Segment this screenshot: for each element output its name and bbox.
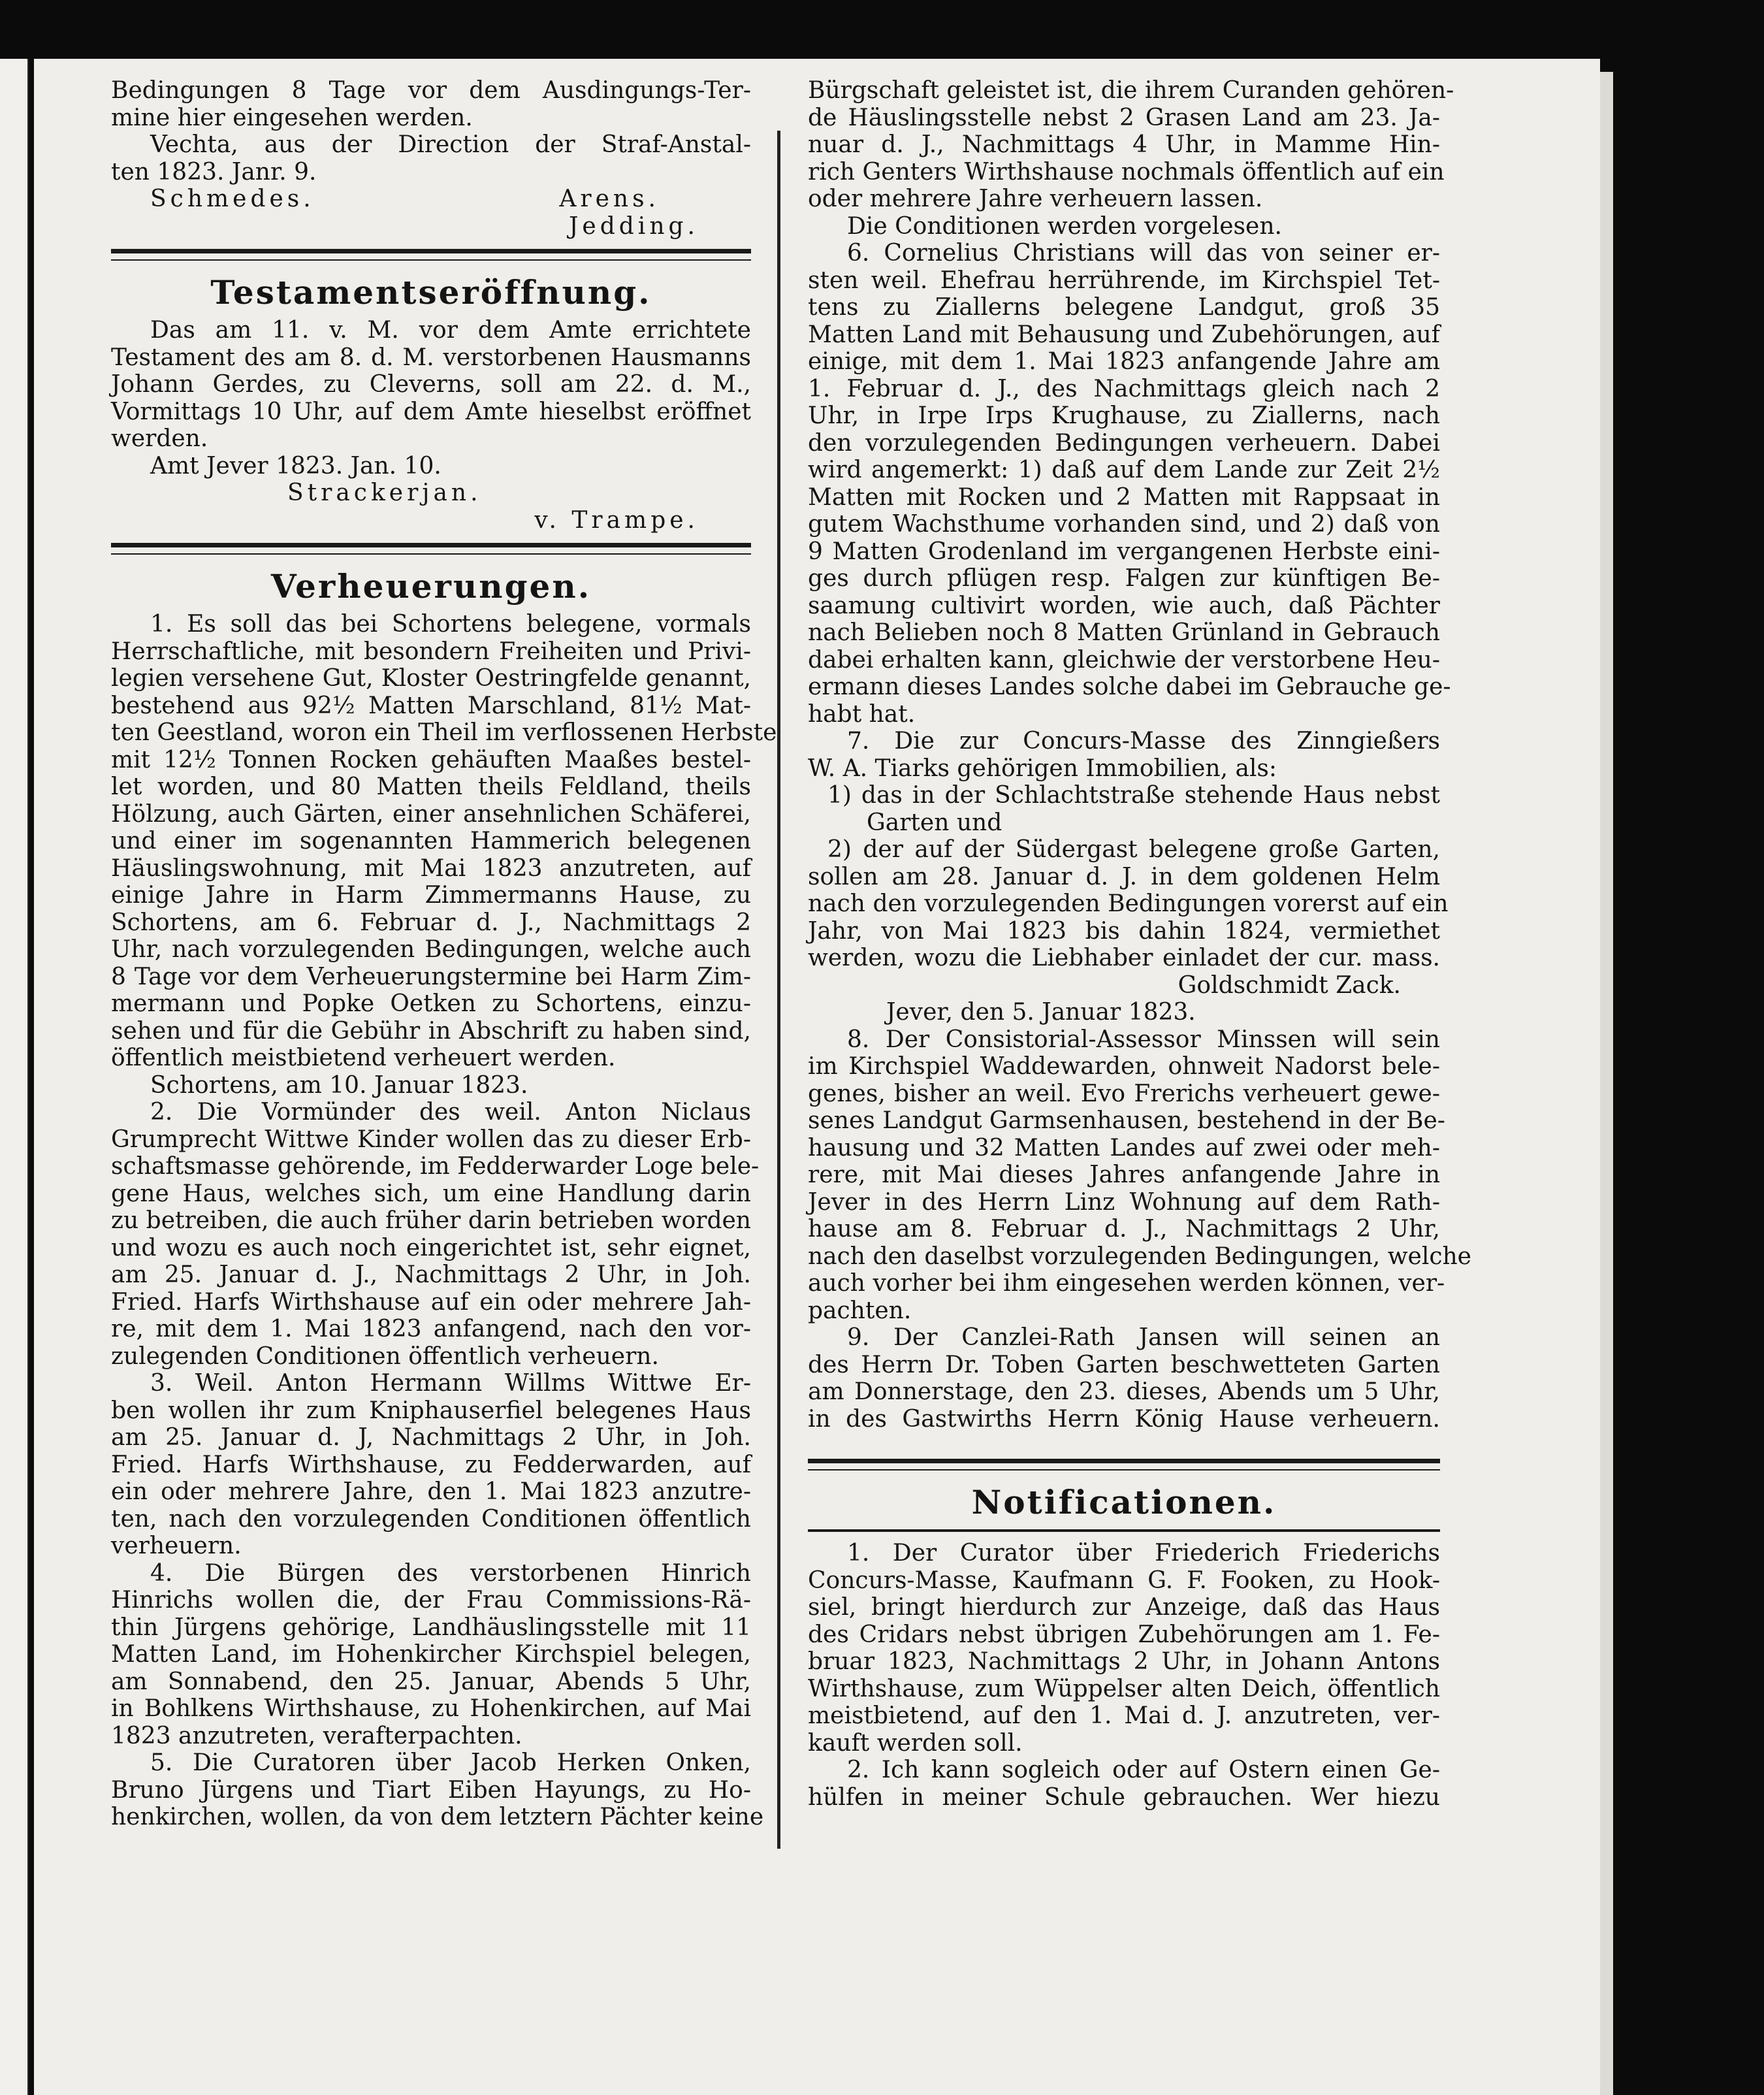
text-line: de Häuslingsstelle nebst 2 Grasen Land am 23. Ja- bbox=[808, 104, 1440, 131]
text-line: des Herrn Dr. Toben Garten beschwetteten Garten bbox=[808, 1351, 1440, 1378]
text-line: am 25. Januar d. J, Nachmittags 2 Uhr, in Joh. bbox=[111, 1424, 751, 1451]
text-line: 6. Cornelius Christians will das von seiner er- bbox=[847, 240, 1440, 267]
text-line: Matten Land mit Behausung und Zubehörungen, auf bbox=[808, 321, 1440, 348]
text-line: bestehend aus 92½ Matten Marschland, 81½ Mat- bbox=[111, 692, 751, 719]
text-line: senes Landgut Garmsenhausen, bestehend in der Be- bbox=[808, 1107, 1445, 1134]
text-line: bruar 1823, Nachmittags 2 Uhr, in Johann Antons bbox=[808, 1648, 1440, 1675]
text-line: dabei erhalten kann, gleichwie der verstorbene Heu- bbox=[808, 646, 1440, 674]
text-line: Jever in des Herrn Linz Wohnung auf dem Rath- bbox=[808, 1188, 1440, 1216]
text-line: den vorzulegenden Bedingungen verheuern. Dabei bbox=[808, 429, 1440, 457]
text-line: kauft werden soll. bbox=[808, 1729, 1023, 1757]
text-line: rere, mit Mai dieses Jahres anfangende Jahre in bbox=[808, 1161, 1440, 1188]
text-line: am 25. Januar d. J., Nachmittags 2 Uhr, in Joh. bbox=[111, 1261, 751, 1288]
text-line: des Cridars nebst übrigen Zubehörungen am 1. Fe- bbox=[808, 1621, 1440, 1648]
text-line: gene Haus, welches sich, um eine Handlung darin bbox=[111, 1180, 751, 1207]
text-line: meistbietend, auf den 1. Mai d. J. anzutreten, ver- bbox=[808, 1702, 1440, 1729]
text-line: 1. Februar d. J., des Nachmittags gleich nach 2 bbox=[808, 375, 1440, 402]
text-line: 1. Der Curator über Friederich Friederichs bbox=[847, 1540, 1440, 1567]
text-line: gutem Wachsthume vorhanden sind, und 2) daß von bbox=[808, 511, 1440, 538]
text-line: am Donnerstage, den 23. dieses, Abends um 5 Uhr, bbox=[808, 1378, 1440, 1405]
text-line: Jahr, von Mai 1823 bis dahin 1824, vermiethet bbox=[808, 917, 1440, 945]
text-line: pachten. bbox=[808, 1297, 912, 1324]
text-line: Herrschaftliche, mit besondern Freiheiten und Privi- bbox=[111, 638, 751, 665]
text-line: in des Gastwirths Herrn König Hause verheuern. bbox=[808, 1405, 1440, 1433]
text-line: einige, mit dem 1. Mai 1823 anfangende Jahre am bbox=[808, 348, 1440, 375]
signature-line bbox=[111, 186, 751, 213]
text-line: 1823 anzutreten, verafterpachten. bbox=[111, 1722, 522, 1749]
right-column bbox=[808, 77, 1471, 1811]
text-line: Bürgschaft geleistet ist, die ihrem Curanden gehören- bbox=[808, 77, 1454, 104]
text-line: Bedingungen 8 Tage vor dem Ausdingungs-Ter- bbox=[111, 77, 751, 104]
text-line: werden, wozu die Liebhaber einladet der cur. mass. bbox=[808, 945, 1440, 971]
text-line: siel, bringt hierdurch zur Anzeige, daß das Haus bbox=[808, 1594, 1440, 1621]
text-line: 3. Weil. Anton Hermann Willms Wittwe Er- bbox=[150, 1370, 751, 1397]
text-line: Uhr, in Irpe Irps Krughause, zu Ziallerns, nach bbox=[808, 402, 1440, 429]
text-line: henkirchen, wollen, da von dem letztern Pächter keine bbox=[111, 1804, 764, 1830]
text-line: schaftsmasse gehörende, im Fedderwarder Loge bele- bbox=[111, 1153, 760, 1180]
text-line: zulegenden Conditionen öffentlich verheuern. bbox=[111, 1342, 659, 1370]
section-heading-verheuerungen: Verheuerungen. bbox=[270, 567, 592, 606]
text-line: Grumprecht Wittwe Kinder wollen das zu dieser Erb- bbox=[111, 1126, 751, 1153]
text-line: am Sonnabend, den 25. Januar, Abends 5 Uhr, bbox=[111, 1668, 751, 1695]
text-line: Häuslingswohnung, mit Mai 1823 anzutreten, auf bbox=[111, 854, 751, 882]
text-line: mine hier eingesehen werden. bbox=[111, 104, 473, 131]
text-line: auch vorher bei ihm eingesehen werden können, ver- bbox=[808, 1270, 1445, 1297]
text-line: 9. Der Canzlei-Rath Jansen will seinen an bbox=[847, 1324, 1440, 1351]
text-line: öffentlich meistbietend verheuert werden. bbox=[111, 1045, 616, 1071]
signature-trampe: v. Trampe. bbox=[534, 506, 699, 534]
text-line: verheuern. bbox=[111, 1533, 242, 1559]
text-line: Die Conditionen werden vorgelesen. bbox=[847, 212, 1282, 240]
section-rule bbox=[808, 1459, 1440, 1470]
text-line: thin Jürgens gehörige, Landhäuslingsstelle mit 11 bbox=[111, 1614, 751, 1641]
text-line: werden. bbox=[111, 425, 208, 452]
text-line: sten weil. Ehefrau herrührende, im Kirchspiel Tet- bbox=[808, 267, 1440, 294]
text-line: genes, bisher an weil. Evo Frerichs verheuert gewe- bbox=[808, 1080, 1440, 1107]
text-line: re, mit dem 1. Mai 1823 anfangend, nach den vor- bbox=[111, 1316, 751, 1342]
text-line: Testament des am 8. d. M. verstorbenen Hausmanns bbox=[111, 344, 751, 371]
text-line: oder mehrere Jahre verheuern lassen. bbox=[808, 186, 1263, 212]
text-line: hausung und 32 Matten Landes auf zwei oder meh- bbox=[808, 1134, 1440, 1161]
signature-schmedes: Schmedes. bbox=[150, 186, 315, 212]
text-line: ben wollen ihr zum Kniphauserfiel belegenes Haus bbox=[111, 1397, 751, 1424]
text-line: Schortens, am 10. Januar 1823. bbox=[150, 1071, 528, 1099]
text-line: in Bohlkens Wirthshause, zu Hohenkirchen, auf Mai bbox=[111, 1695, 751, 1722]
text-line: zu betreiben, die auch früher darin betrieben worden bbox=[111, 1207, 751, 1234]
text-line: Fried. Harfs Wirthshause, zu Fedderwarden, auf bbox=[111, 1451, 751, 1478]
text-line: Vechta, aus der Direction der Straf-Anstal- bbox=[150, 131, 751, 158]
text-line: ges durch pflügen resp. Falgen zur künftigen Be- bbox=[808, 565, 1440, 592]
text-line: Wirthshause, zum Wüppelser alten Deich, öffentlich bbox=[808, 1675, 1440, 1702]
text-line: im Kirchspiel Waddewarden, ohnweit Nadorst bele- bbox=[808, 1053, 1440, 1080]
text-line: Amt Jever 1823. Jan. 10. bbox=[150, 452, 441, 479]
text-line: Schortens, am 6. Februar d. J., Nachmittags 2 bbox=[111, 909, 751, 936]
text-line: 7. Die zur Concurs-Masse des Zinngießers bbox=[847, 728, 1440, 755]
text-line: 2) der auf der Südergast belegene große Garten, bbox=[827, 836, 1440, 863]
signature-arens: Arens. bbox=[559, 186, 660, 212]
text-line: Matten mit Rocken und 2 Matten mit Rappsaat in bbox=[808, 483, 1440, 511]
text-line: 1. Es soll das bei Schortens belegene, vormals bbox=[150, 611, 751, 638]
text-line: Jever, den 5. Januar 1823. bbox=[886, 999, 1196, 1026]
text-line: Matten Land, im Hohenkircher Kirchspiel belegen, bbox=[111, 1641, 751, 1668]
text-line: und wozu es auch noch eingerichtet ist, sehr eignet, bbox=[111, 1234, 751, 1261]
text-line: Bruno Jürgens und Tiart Eiben Hayungs, zu Ho- bbox=[111, 1776, 751, 1804]
text-line: Uhr, nach vorzulegenden Bedingungen, welche auch bbox=[111, 936, 751, 963]
text-line: Johann Gerdes, zu Cleverns, soll am 22. d. M., bbox=[111, 371, 751, 398]
text-line: Hölzung, auch Gärten, einer ansehnlichen Schäferei, bbox=[111, 800, 751, 828]
text-line: 8 Tage vor dem Verheuerungstermine bei Harm Zim- bbox=[111, 963, 751, 990]
text-line: let worden, und 80 Matten theils Feldland, theils bbox=[111, 773, 751, 800]
text-line: mermann und Popke Oetken zu Schortens, einzu- bbox=[111, 990, 751, 1017]
text-line: nach den daselbst vorzulegenden Bedingungen, welche bbox=[808, 1242, 1471, 1270]
signature-strackerjan: Strackerjan. bbox=[287, 479, 482, 506]
text-line: mit 12½ Tonnen Rocken gehäuften Maaßes bestel- bbox=[111, 746, 751, 773]
column-divider bbox=[777, 131, 780, 1849]
section-heading-testament: Testamentseröffnung. bbox=[210, 273, 652, 312]
text-line: W. A. Tiarks gehörigen Immobilien, als: bbox=[808, 755, 1277, 782]
text-line: habt hat. bbox=[808, 700, 916, 728]
text-line: ten 1823. Janr. 9. bbox=[111, 158, 317, 186]
signature-goldschmidt-zack: Goldschmidt Zack. bbox=[1178, 971, 1401, 999]
text-line: sehen und für die Gebühr in Abschrift zu haben sind, bbox=[111, 1017, 751, 1045]
text-line: saamung cultivirt worden, wie auch, daß Pächter bbox=[808, 592, 1440, 619]
section-rule bbox=[111, 543, 751, 555]
section-heading-notificationen: Notificationen. bbox=[971, 1483, 1277, 1521]
text-line: ten Geestland, woron ein Theil im verflossenen Herbste bbox=[111, 719, 777, 746]
text-line: nuar d. J., Nachmittags 4 Uhr, in Mamme Hin- bbox=[808, 131, 1440, 158]
text-line: sollen am 28. Januar d. J. in dem goldenen Helm bbox=[808, 863, 1440, 890]
text-line: rich Genters Wirthshause nochmals öffentlich auf ein bbox=[808, 158, 1445, 186]
section-rule bbox=[808, 1529, 1440, 1532]
text-line: 2. Die Vormünder des weil. Anton Niclaus bbox=[150, 1099, 751, 1126]
signature-jedding: Jedding. bbox=[568, 212, 699, 240]
text-line: 8. Der Consistorial-Assessor Minssen will sein bbox=[847, 1026, 1440, 1053]
text-line: und einer im sogenannten Hammerich belegenen bbox=[111, 828, 751, 854]
section-rule bbox=[111, 249, 751, 261]
text-line: ermann dieses Landes solche dabei im Gebrauche ge- bbox=[808, 674, 1451, 700]
text-line: Garten und bbox=[867, 809, 1002, 836]
text-line: Fried. Harfs Wirthshause auf ein oder mehrere Jah- bbox=[111, 1288, 751, 1316]
book-spine bbox=[0, 59, 29, 2095]
text-line: 2. Ich kann sogleich oder auf Ostern einen Ge- bbox=[847, 1757, 1440, 1783]
text-line: Vormittags 10 Uhr, auf dem Amte hieselbst eröffnet bbox=[111, 398, 751, 425]
text-line: hülfen in meiner Schule gebrauchen. Wer hiezu bbox=[808, 1783, 1440, 1811]
text-line: hause am 8. Februar d. J., Nachmittags 2 Uhr, bbox=[808, 1216, 1440, 1242]
text-line: wird angemerkt: 1) daß auf dem Lande zur Zeit 2½ bbox=[808, 457, 1440, 483]
text-line: 9 Matten Grodenland im vergangenen Herbste eini- bbox=[808, 538, 1440, 565]
text-line: 4. Die Bürgen des verstorbenen Hinrich bbox=[150, 1559, 751, 1587]
text-line: nach den vorzulegenden Bedingungen vorerst auf ein bbox=[808, 890, 1449, 917]
text-line: ein oder mehrere Jahre, den 1. Mai 1823 anzutre- bbox=[111, 1478, 751, 1505]
text-line: ten, nach den vorzulegenden Conditionen öffentlich bbox=[111, 1505, 751, 1533]
text-line: 1) das in der Schlachtstraße stehende Haus nebst bbox=[827, 782, 1440, 809]
left-column bbox=[111, 77, 777, 1831]
text-line: 5. Die Curatoren über Jacob Herken Onken, bbox=[150, 1749, 751, 1776]
text-line: tens zu Ziallerns belegene Landgut, groß 35 bbox=[808, 294, 1440, 321]
text-line: Das am 11. v. M. vor dem Amte errichtete bbox=[150, 317, 751, 344]
text-line: einige Jahre in Harm Zimmermanns Hause, zu bbox=[111, 882, 751, 909]
text-line: nach Belieben noch 8 Matten Grünland in Gebrauch bbox=[808, 619, 1440, 646]
text-line: legien versehene Gut, Kloster Oestringfelde genannt, bbox=[111, 665, 751, 692]
text-line: Hinrichs wollen die, der Frau Commissions-Rä- bbox=[111, 1587, 751, 1614]
text-line: Concurs-Masse, Kaufmann G. F. Fooken, zu Hook- bbox=[808, 1567, 1440, 1594]
